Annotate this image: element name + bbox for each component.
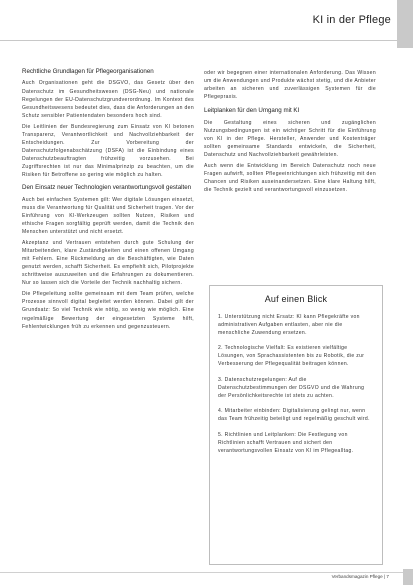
summary-item: 5. Richtlinien und Leitplanken: Die Festlegung von Richtlinien schafft Vertrauen und sichert den verantwortungsvollen Einsatz von KI im Pflegealltag.	[218, 431, 354, 454]
summary-box-title: Auf einen Blick	[264, 294, 328, 304]
paragraph: Auch bei einfachen Systemen gilt: Wer digitale Lösungen einsetzt, muss die Verantwortung für Qualität und Sicherheit tragen. Vor der Einführung von KI-Werkzeugen sollten Nutzen, Risiken und ethische Fragen sorgfältig geprüft werden, damit die Technik den Menschen unterstützt und nicht ersetzt.	[22, 196, 194, 235]
page-footer: Verbandsmagazin Pflege | 7	[331, 574, 389, 579]
footer-divider	[0, 572, 413, 573]
paragraph: Akzeptanz und Vertrauen entstehen durch gute Schulung der Mitarbeitenden, klare Zuständigkeiten und einen offenen Umgang mit Fehlern. Eine Rückmeldung an die Beschäftigten, wie Daten genutzt werden, schafft Sicherheit. Es empfiehlt sich, Pilotprojekte schrittweise auszuweiten und die Erfahrungen zu dokumentieren. Nur so lassen sich die Vorteile der Technik nachhaltig sichern.	[22, 239, 194, 287]
paragraph: Auch wenn die Entwicklung im Bereich Datenschutz noch neue Fragen aufwirft, sollten Pflegeeinrichtungen sich frühzeitig mit den Chancen und Risiken auseinandersetzen. Eine klare Haltung hilft, die Technik gezielt und verantwortungsvoll einzusetzen.	[204, 163, 376, 194]
paragraph: oder wir begegnen einer internationalen Anforderung. Das Wissen um die Anwendungen und Produkte wächst stetig, und die Anbieter arbeiten an sicheren und zuverlässigen Systemen für die Pflegepraxis.	[204, 70, 376, 101]
header-title: KI in der Pflege	[312, 14, 391, 26]
summary-item: 2. Technologische Vielfalt: Es existieren vielfältige Lösungen, von Sprachassistenten bis zu Robotik, die zur Verbesserung der Pflegequalität beitragen können.	[218, 345, 365, 368]
paragraph: Die Leitlinien der Bundesregierung zum Einsatz von KI betonen Transparenz, Verantwortlichkeit und Nachvollziehbarkeit der Entscheidungen. Zur Vorbereitung der Datenschutzfolgenabschätzung (DSFA) ist die Einbindung eines Datenschutzbeauftragten frühzeitig vorzusehen. Bei Zugriffsrechten ist nur das Minimalprinzip zu beachten, um die Risiken für Betroffene so gering wie möglich zu halten.	[22, 123, 194, 179]
footer-marker	[403, 569, 413, 585]
summary-item: 3. Datenschutzregelungen: Auf die Datenschutzbestimmungen der DSGVO und die Wahrung der Persönlichkeitsrechte ist stets zu achten.	[218, 376, 365, 399]
right-column	[204, 69, 376, 197]
summary-item: 4. Mitarbeiter einbinden: Digitalisierung gelingt nur, wenn das Team frühzeitig beteiligt und regelmäßig geschult wird.	[218, 408, 370, 423]
section-heading: Leitplanken für den Umgang mit KI	[204, 107, 300, 115]
summary-item: 1. Unterstützung nicht Ersatz: KI kann Pflegekräfte von administrativen Aufgaben entlasten, aber nie die menschliche Zuwendung ersetzen.	[218, 314, 360, 336]
left-column	[22, 68, 194, 334]
paragraph: Die Pflegeleitung sollte gemeinsam mit dem Team prüfen, welche Prozesse sinnvoll digital begleitet werden können. Dabei gilt der Grundsatz: So viel Technik wie nötig, so wenig wie möglich. Eine regelmäßige Bewertung der eingesetzten Systeme hilft, Fehlentwicklungen früh zu erkennen und gegenzusteuern.	[22, 291, 194, 330]
page-header	[0, 0, 413, 41]
paragraph: Auch Organisationen geht die DSGVO, das Gesetz über den Datenschutz im Gesundheitswesen (DSG-Neu) und nationale Regelungen der EU-Datenschutzgrundverordnung. Im Kontext des Gesundheitswesens bedeutet dies, dass die Anforderungen an den Schutz sensibler Patientendaten besonders hoch sind.	[22, 80, 194, 119]
summary-box	[209, 285, 383, 565]
section-heading: Rechtliche Grundlagen für Pflegeorganisationen	[22, 68, 154, 75]
section-heading: Den Einsatz neuer Technologien verantwortungsvoll gestalten	[22, 184, 192, 192]
side-tab-marker	[397, 0, 413, 48]
paragraph: Die Gestaltung eines sicheren und zugänglichen Nutzungsbedingungen ist ein wichtiger Schritt für die Einführung von KI in der Pflege. Hersteller, Anwender und Kostenträger sollten gemeinsame Standards entwickeln, die Sicherheit, Datenschutz und Nachvollziehbarkeit gewährleisten.	[204, 119, 376, 158]
